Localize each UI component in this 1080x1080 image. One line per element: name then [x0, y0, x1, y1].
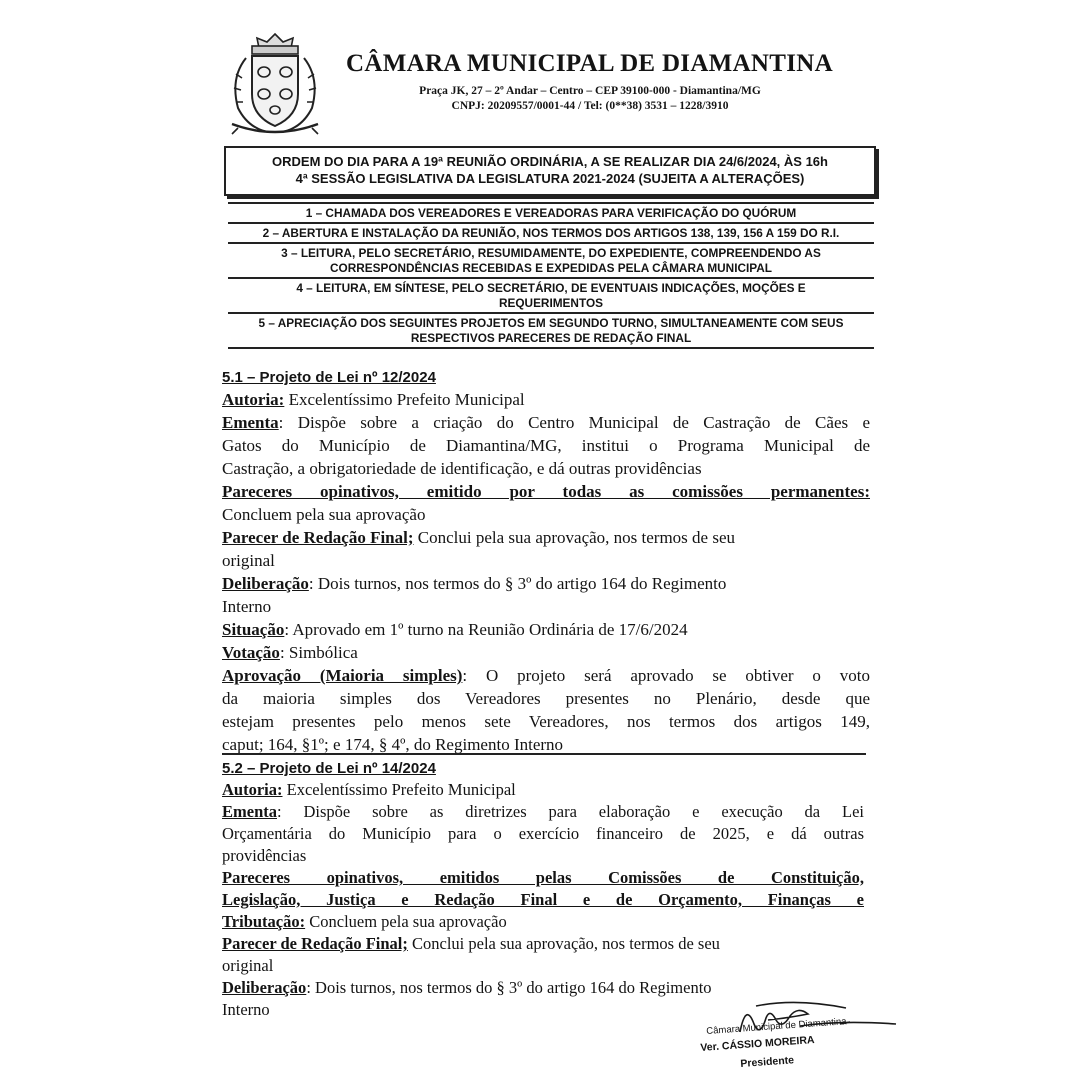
title-line-1: ORDEM DO DIA PARA A 19ª REUNIÃO ORDINÁRIA, A SE REALIZAR DIA 24/6/2024, ÀS 16h — [272, 154, 828, 169]
situacao-text: : Aprovado em 1º turno na Reunião Ordinária de 17/6/2024 — [284, 620, 688, 639]
aprovacao-text: caput; 164, §1º; e 174, § 4º, do Regimento Interno — [222, 735, 564, 754]
autoria-value: Excelentíssimo Prefeito Municipal — [282, 780, 516, 799]
aprovacao-label: Aprovação (Maioria simples) — [222, 666, 463, 685]
votacao-label: Votação — [222, 643, 280, 662]
redacao-text: Conclui pela sua aprovação, nos termos de seu — [413, 528, 736, 547]
section-divider — [222, 753, 866, 755]
agenda-item-3 — [228, 242, 874, 277]
deliberacao-text: : Dois turnos, nos termos do § 3º do artigo 164 do Regimento — [306, 978, 712, 997]
ementa-label: Ementa — [222, 413, 279, 432]
ementa-text: providências — [222, 846, 307, 865]
cnpj-line: CNPJ: 20209557/0001-44 / Tel: (0**38) 3531 – 1228/3910 — [451, 100, 729, 112]
tributacao-label: Tributação: — [222, 912, 306, 931]
pareceres-value: Concluem pela sua aprovação — [222, 505, 426, 524]
pareceres-label: Pareceres opinativos, emitido por todas as comissões permanentes: — [222, 482, 870, 501]
redacao-label: Parecer de Redação Final; — [222, 934, 408, 953]
agenda-item-line: 2 – ABERTURA E INSTALAÇÃO DA REUNIÃO, NOS TERMOS DOS ARTIGOS 138, 139, 156 A 159 DO R.I. — [262, 226, 840, 240]
org-address — [360, 84, 820, 114]
ementa-label: Ementa — [222, 802, 277, 821]
org-name: CÂMARA MUNICIPAL DE DIAMANTINA — [346, 50, 834, 77]
redacao-text: original — [222, 956, 274, 975]
redacao-text: original — [222, 551, 275, 570]
autoria-label: Autoria: — [222, 780, 283, 799]
deliberacao-label: Deliberação — [222, 978, 307, 997]
aprovacao-text: estejam presentes pelo menos sete Vereadores, nos termos dos artigos 149, — [222, 712, 870, 731]
aprovacao-row — [222, 664, 870, 687]
situacao-label: Situação — [222, 620, 285, 639]
deliberacao-text: : Dois turnos, nos termos do § 3º do artigo 164 do Regimento — [308, 574, 727, 593]
votacao-text: : Simbólica — [279, 643, 358, 662]
title-line-2: 4ª SESSÃO LEGISLATIVA DA LEGISLATURA 2021-2024 (SUJEITA A ALTERAÇÕES) — [295, 171, 805, 186]
autoria-row — [222, 388, 870, 411]
ementa-text: Orçamentária do Município para o exercício financeiro de 2025, e dá outras — [222, 824, 864, 843]
agenda-item-5 — [228, 312, 874, 349]
ementa-text: Gatos do Município de Diamantina/MG, institui o Programa Municipal de — [222, 436, 870, 455]
autoria-row — [222, 779, 864, 801]
municipal-coat-of-arms-icon — [222, 28, 328, 136]
agenda-item-1 — [228, 202, 874, 222]
section-heading: 5.2 – Projeto de Lei nº 14/2024 — [222, 760, 436, 777]
deliberacao-text: Interno — [222, 1000, 270, 1019]
project-section-5-2 — [222, 759, 864, 1021]
redacao-row — [222, 933, 864, 955]
agenda-item-line: 4 – LEITURA, EM SÍNTESE, PELO SECRETÁRIO, DE EVENTUAIS INDICAÇÕES, MOÇÕES E — [296, 281, 806, 295]
stamp-name: Ver. CÁSSIO MOREIRA — [700, 1034, 815, 1054]
ementa-text: : Dispõe sobre as diretrizes para elaboração e execução da Lei — [277, 802, 864, 821]
deliberacao-text: Interno — [222, 597, 272, 616]
deliberacao-label: Deliberação — [222, 574, 309, 593]
autoria-value: Excelentíssimo Prefeito Municipal — [284, 390, 525, 409]
redacao-label: Parecer de Redação Final; — [222, 528, 414, 547]
stamp-role: Presidente — [740, 1054, 795, 1070]
ementa-row — [222, 801, 864, 823]
redacao-row — [222, 526, 870, 549]
ementa-text: Castração, a obrigatoriedade de identificação, e dá outras providências — [222, 459, 702, 478]
agenda-item-line: 1 – CHAMADA DOS VEREADORES E VEREADORAS PARA VERIFICAÇÃO DO QUÓRUM — [305, 206, 797, 220]
aprovacao-text: : O projeto será aprovado se obtiver o voto — [462, 666, 871, 685]
ementa-text: : Dispõe sobre a criação do Centro Municipal de Castração de Cães e — [278, 413, 870, 432]
address-line: Praça JK, 27 – 2º Andar – Centro – CEP 39100-000 - Diamantina/MG — [419, 85, 761, 97]
agenda-item-line: 5 – APRECIAÇÃO DOS SEGUINTES PROJETOS EM SEGUNDO TURNO, SIMULTANEAMENTE COM SEUS — [258, 316, 844, 330]
agenda-list — [228, 202, 874, 349]
deliberacao-row — [222, 572, 870, 595]
agenda-item-line: CORRESPONDÊNCIAS RECEBIDAS E EXPEDIDAS PELA CÂMARA MUNICIPAL — [330, 261, 772, 275]
agenda-item-4 — [228, 277, 874, 312]
pareceres-label: Legislação, Justiça e Redação Final e de Orçamento, Finanças e — [222, 890, 864, 909]
redacao-text: Conclui pela sua aprovação, nos termos de seu — [407, 934, 720, 953]
agenda-item-line: RESPECTIVOS PARECERES DE REDAÇÃO FINAL — [410, 331, 692, 345]
pareceres-value: Concluem pela sua aprovação — [305, 912, 507, 931]
autoria-label: Autoria: — [222, 390, 285, 409]
project-section-5-1 — [222, 368, 870, 756]
pareceres-row — [222, 911, 864, 933]
votacao-row — [222, 641, 870, 664]
agenda-item-2 — [228, 222, 874, 242]
pareceres-label: Pareceres opinativos, emitidos pelas Comissões de Constituição, — [222, 868, 864, 887]
agenda-item-line: 3 – LEITURA, PELO SECRETÁRIO, RESUMIDAMENTE, DO EXPEDIENTE, COMPREENDENDO AS — [281, 246, 821, 260]
agenda-item-line: REQUERIMENTOS — [498, 296, 603, 310]
aprovacao-text: da maioria simples dos Vereadores presentes no Plenário, desde que — [222, 689, 870, 708]
stamp-org: Câmara Municipal de Diamantina — [706, 1016, 847, 1037]
section-heading: 5.1 – Projeto de Lei nº 12/2024 — [222, 369, 436, 386]
ementa-row — [222, 411, 870, 434]
order-of-day-title — [224, 146, 876, 196]
situacao-row — [222, 618, 870, 641]
